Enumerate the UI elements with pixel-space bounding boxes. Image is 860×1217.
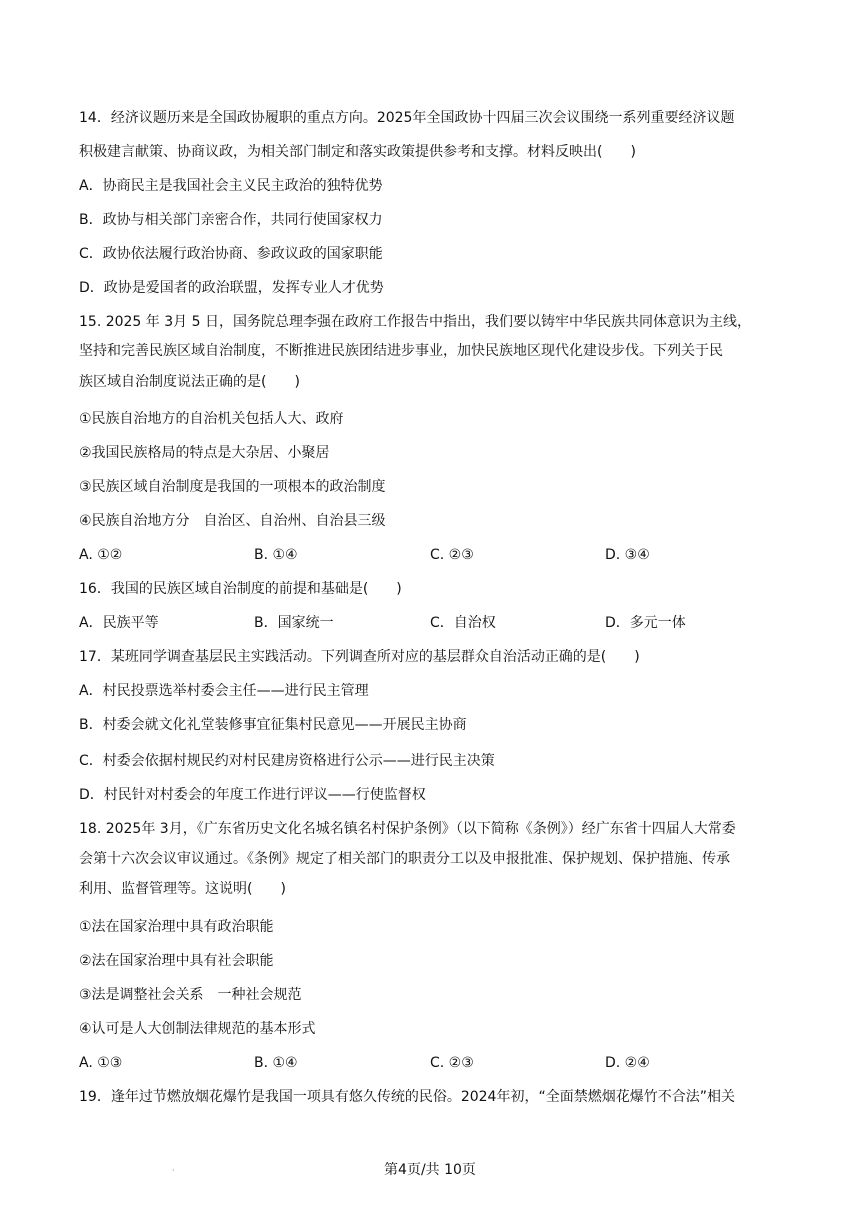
- q14-stem-line-1: 14．经济议题历来是全国政协履职的重点方向。2025年全国政协十四届三次会议围绕一系列重要经济议题: [79, 110, 735, 126]
- q14-option-b: B．政协与相关部门亲密合作，共同行使国家权力: [79, 212, 383, 228]
- q15-statement-2: ②我国民族格局的特点是大杂居、小聚居: [79, 445, 330, 461]
- q14-option-d: D．政协是爱国者的政治联盟，发挥专业人才优势: [79, 280, 384, 296]
- q18-options-row: [79, 1053, 799, 1073]
- q15-stem-line-2: 坚持和完善民族区域自治制度，不断推进民族团结进步事业，加快民族地区现代化建设步伐。下列关于民: [79, 343, 723, 359]
- q17-option-a: A．村民投票选举村委会主任——进行民主管理: [79, 683, 369, 699]
- q14-option-c: C．政协依法履行政治协商、参政议政的国家职能: [79, 246, 383, 262]
- q15-statement-4: ④民族自治地方分 自治区、自治州、自治县三级: [79, 513, 386, 529]
- q17-stem: 17．某班同学调查基层民主实践活动。下列调查所对应的基层群众自治活动正确的是( ): [79, 649, 640, 665]
- q15-option-d: D. ③④: [605, 547, 650, 563]
- q16-stem: 16．我国的民族区域自治制度的前提和基础是( ): [79, 581, 402, 597]
- footer-dot: ·: [172, 1166, 175, 1175]
- q15-option-c: C. ②③: [430, 547, 474, 563]
- q18-stem-line-3: 利用、监督管理等。这说明( ): [79, 881, 286, 897]
- q18-option-a: A. ①③: [79, 1055, 123, 1071]
- page-footer: 第4页/共 10页: [384, 1162, 476, 1178]
- q17-option-c: C．村委会依据村规民约对村民建房资格进行公示——进行民主决策: [79, 753, 495, 769]
- q15-option-b: B. ①④: [254, 547, 298, 563]
- q18-statement-3: ③法是调整社会关系 一种社会规范: [79, 987, 302, 1003]
- q18-statement-2: ②法在国家治理中具有社会职能: [79, 953, 274, 969]
- q18-option-b: B. ①④: [254, 1055, 298, 1071]
- q15-statement-3: ③民族区域自治制度是我国的一项根本的政治制度: [79, 479, 386, 495]
- q16-options-row: [79, 613, 799, 633]
- q19-stem-line-1: 19．逢年过节燃放烟花爆竹是我国一项具有悠久传统的民俗。2024年初，“全面禁燃烟花爆竹不合法”相关: [79, 1089, 735, 1105]
- q18-stem-line-2: 会第十六次会议审议通过。《条例》规定了相关部门的职责分工以及申报批准、保护规划、保护措施、传承: [79, 851, 730, 867]
- q16-option-b: B．国家统一: [254, 615, 334, 631]
- q18-statement-1: ①法在国家治理中具有政治职能: [79, 919, 274, 935]
- q16-option-c: C．自治权: [430, 615, 496, 631]
- q18-statement-4: ④认可是人大创制法律规范的基本形式: [79, 1021, 316, 1037]
- q15-option-a: A. ①②: [79, 547, 123, 563]
- q16-option-d: D．多元一体: [605, 615, 686, 631]
- q14-option-a: A．协商民主是我国社会主义民主政治的独特优势: [79, 178, 383, 194]
- q15-options-row: [79, 545, 799, 565]
- q18-option-d: D. ②④: [605, 1055, 650, 1071]
- q18-option-c: C. ②③: [430, 1055, 474, 1071]
- q14-stem-line-2: 积极建言献策、协商议政，为相关部门制定和落实政策提供参考和支撑。材料反映出( ): [79, 144, 636, 160]
- q17-option-b: B．村委会就文化礼堂装修事宜征集村民意见——开展民主协商: [79, 717, 467, 733]
- q17-option-d: D．村民针对村委会的年度工作进行评议——行使监督权: [79, 787, 426, 803]
- q16-option-a: A．民族平等: [79, 615, 159, 631]
- q15-statement-1: ①民族自治地方的自治机关包括人大、政府: [79, 411, 344, 427]
- q15-stem-line-1: 15. 2025 年 3月 5 日，国务院总理李强在政府工作报告中指出，我们要以铸牢中华民族共同体意识为主线，: [79, 314, 751, 330]
- q18-stem-line-1: 18. 2025年 3月，《广东省历史文化名城名镇名村保护条例》（以下简称《条例》）经广东省十四届人大常委: [79, 821, 736, 837]
- q15-stem-line-3: 族区域自治制度说法正确的是( ): [79, 374, 300, 390]
